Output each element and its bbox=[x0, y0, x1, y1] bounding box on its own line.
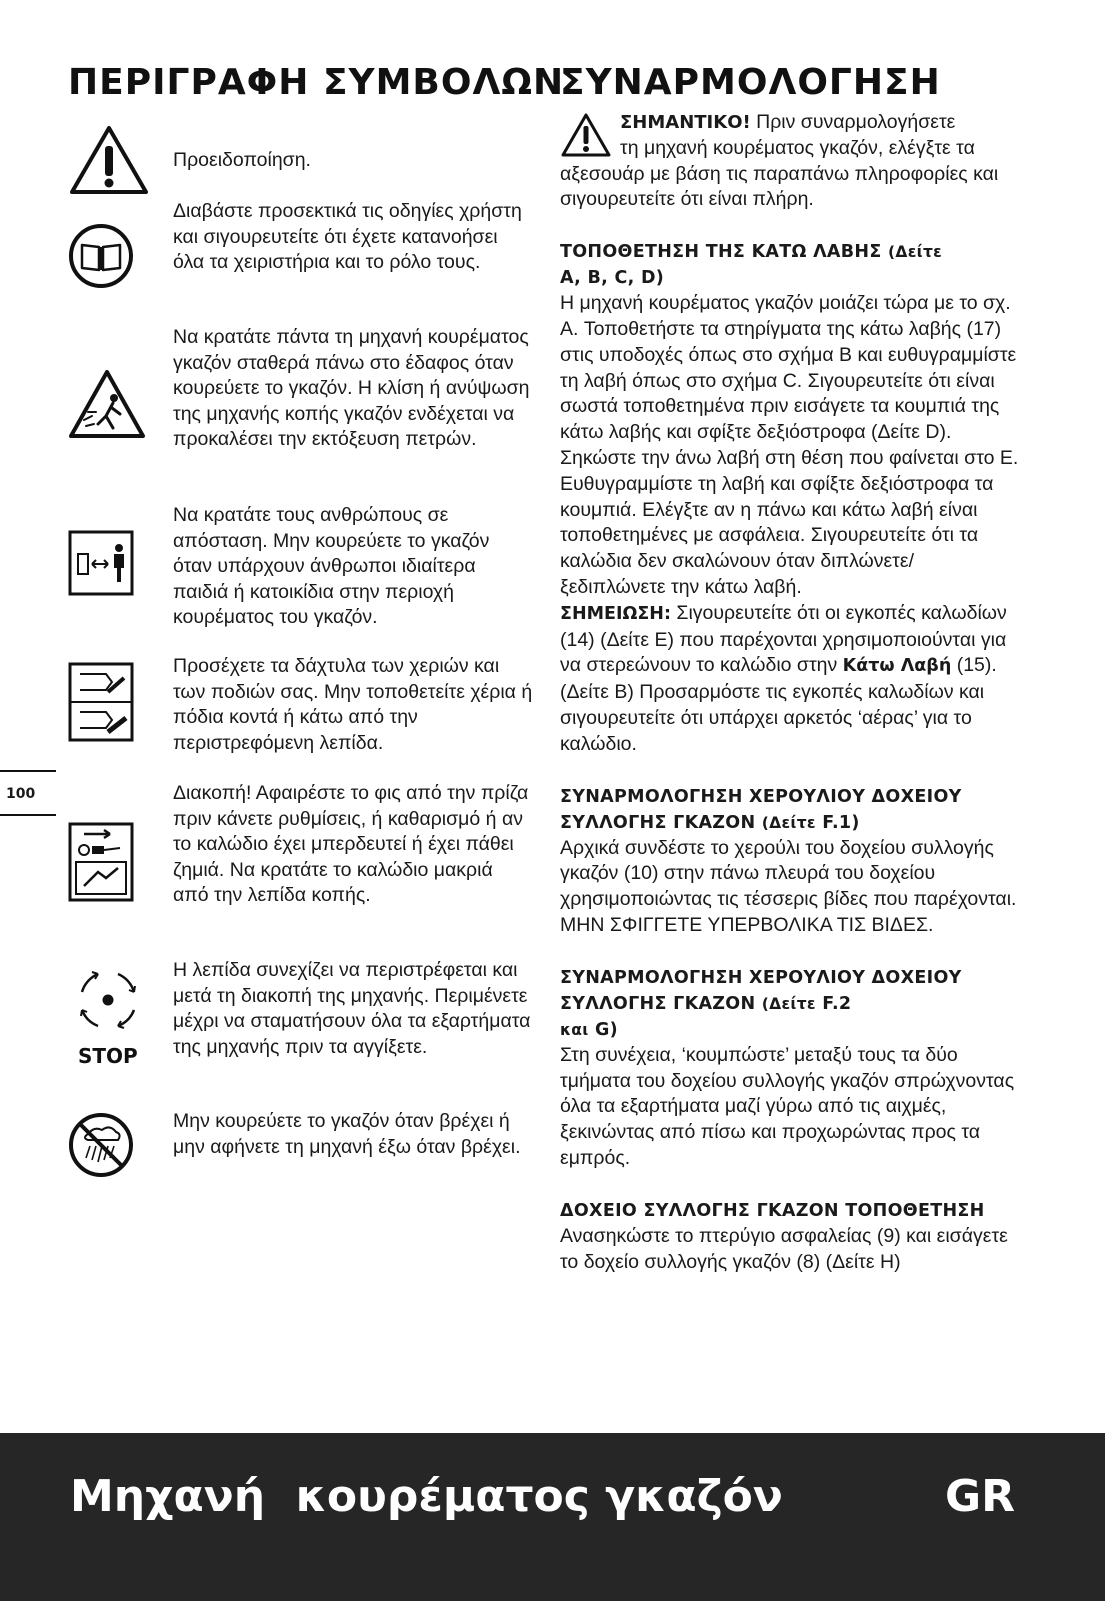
symbols-title: ΠΕΡΙΓΡΑΦΗ ΣΥΜΒΟΛΩΝ bbox=[68, 62, 565, 103]
section-body-fitting: Ανασηκώστε το πτερύγιο ασφαλείας (9) και εισάγετε το δοχείο συλλογής γκαζόν (8) (Δείτε H) bbox=[560, 1224, 1008, 1273]
section-heading-fitting: ΔΟΧΕΙΟ ΣΥΛΛΟΓΗΣ ΓΚΑΖΟΝ ΤΟΠΟΘΕΤΗΣΗ bbox=[560, 1200, 985, 1221]
page-tab bbox=[0, 770, 56, 816]
important-line1: Πριν συναρμολογήσετε bbox=[750, 111, 956, 133]
assembly-title: ΣΥΝΑΡΜΟΛΟΓΗΣΗ bbox=[560, 62, 941, 103]
symbol-text-keep-distance: Να κρατάτε τους ανθρώπους σε απόσταση. Μην κουρεύετε το γκαζόν όταν υπάρχουν άνθρωποι ιδιαίτερα παιδιά ή κατοικίδια στην περιοχή κουρέματος του γκαζόν. bbox=[173, 504, 490, 629]
read-manual-icon bbox=[68, 223, 134, 289]
symbol-text-read-manual: Διαβάστε προσεκτικά τις οδηγίες χρήστη και σιγουρευτείτε ότι έχετε κατανοήσει όλα τα χειριστήρια και το ρόλο τους. bbox=[173, 200, 522, 274]
section-heading-handle-f1: ΣΥΝΑΡΜΟΛΟΓΗΣΗ ΧΕΡΟΥΛΙΟΥ ΔΟΧΕΙΟΥ ΣΥΛΛΟΓΗΣ ΓΚΑΖΟΝ (Δείτε F.1) bbox=[560, 786, 962, 833]
symbol-text-hand-foot: Προσέχετε τα δάχτυλα των χεριών και των ποδιών σας. Μην τοποθετείτε χέρια ή πόδια κοντά ή κάτω από την περιστρεφόμενη λεπίδα. bbox=[173, 655, 533, 754]
important-label: ΣΗΜΑΝΤΙΚΟ! bbox=[620, 112, 751, 133]
symbol-text-thrown-stones: Να κρατάτε πάντα τη μηχανή κουρέματος γκαζόν σταθερά πάνω στο έδαφος όταν κουρεύετε το γκαζόν. Η κλίση ή ανύψωση της μηχανής κοπής γκαζόν ενδέχεται να προκαλέσει την εκτόξευση πετρών. bbox=[173, 326, 530, 451]
footer-bar bbox=[0, 1433, 1105, 1601]
unplug-icon bbox=[68, 822, 134, 902]
page-number: 100 bbox=[6, 786, 36, 802]
stop-label: STOP bbox=[78, 1044, 138, 1068]
thrown-stones-icon bbox=[68, 368, 146, 440]
section-heading-handle-f2: ΣΥΝΑΡΜΟΛΟΓΗΣΗ ΧΕΡΟΥΛΙΟΥ ΔΟΧΕΙΟΥ ΣΥΛΛΟΓΗΣ ΓΚΑΖΟΝ (Δείτε F.2 και G) bbox=[560, 967, 962, 1040]
symbol-text-blade-stop: Η λεπίδα συνεχίζει να περιστρέφεται και μετά τη διακοπή της μηχανής. Περιμένετε μέχρι να σταματήσουν όλα τα εξαρτήματα της μηχανής πριν τα αγγίξετε. bbox=[173, 959, 531, 1058]
no-rain-icon bbox=[68, 1112, 134, 1178]
important-rest: αξεσουάρ με βάση τις παραπάνω πληροφορίες και σιγουρευτείτε ότι είναι πλήρη. bbox=[560, 162, 999, 211]
section-body-lower-handle: Η μηχανή κουρέματος γκαζόν μοιάζει τώρα με το σχ. A. Τοποθετήστε τα στηρίγματα της κάτω λαβής (17) στις υποδοχές όπως στο σχήμα B και ευθυγραμμίστε τη λαβή όπως στο σχήμα C. Σιγουρευτείτε ότι είναι σωστά τοποθετημένα πριν εισάγετε τα κουμπιά της κάτω λαβής και σφίξτε δεξιόστροφα (Δείτε D). Σηκώστε την άνω λαβή στη θέση που φαίνεται στο E. Ευθυγραμμίστε τη λαβή και σφίξτε δεξιόστροφα τα κουμπιά. Ελέγξτε αν η πάνω και κάτω λαβή είναι τοποθετημένες με ασφάλεια. Σιγουρευτείτε ότι τα καλώδια δεν σκαλώνουν όταν διπλώνετε/ ξεδιπλώνετε την κάτω λαβή. bbox=[560, 292, 1019, 598]
hand-foot-blade-icon bbox=[68, 662, 134, 742]
important-line2: τη μηχανή κουρέματος γκαζόν, ελέγξτε τα bbox=[620, 136, 975, 159]
section-heading-lower-handle: ΤΟΠΟΘΕΤΗΣΗ ΤΗΣ ΚΑΤΩ ΛΑΒΗΣ (Δείτε A, B, C, D) bbox=[560, 242, 943, 289]
warning-triangle-icon bbox=[560, 112, 612, 158]
symbol-text-no-rain: Μην κουρεύετε το γκαζόν όταν βρέχει ή μην αφήνετε τη μηχανή έξω όταν βρέχει. bbox=[173, 1110, 521, 1158]
section-body-handle-f1: Αρχικά συνδέστε το χερούλι του δοχείου συλλογής γκαζόν (10) στην πάνω πλευρά του δοχείου χρησιμοποιώντας τις τέσσερις βίδες που παρέχονται. bbox=[560, 836, 1017, 911]
assembly-content bbox=[560, 110, 1020, 1275]
keep-distance-icon bbox=[68, 530, 134, 596]
section-body-handle-f2: Στη συνέχεια, ‘κουμπώστε’ μεταξύ τους τα δύο τμήματα του δοχείου συλλογής γκαζόν σπρώχνοντας όλα τα εξαρτήματα μαζί γύρω από τις αιχμές, ξεκινώντας από πίσω και προχωρώντας προς τα εμπρός. bbox=[560, 1043, 1015, 1169]
language-code: GR bbox=[945, 1471, 1015, 1522]
footer-title: Μηχανή κουρέματος γκαζόν bbox=[70, 1471, 783, 1522]
symbol-text-warning: Προειδοποίηση. bbox=[173, 149, 311, 171]
rotating-blade-stop-icon bbox=[68, 962, 146, 1038]
symbol-text-unplug: Διακοπή! Αφαιρέστε το φις από την πρίζα πριν κάνετε ρυθμίσεις, ή καθαρισμό ή αν το καλώδιο έχει μπερδευτεί ή έχει πάθει ζημιά. Να κρατάτε το καλώδιο μακριά από την λεπίδα κοπής. bbox=[173, 782, 529, 907]
warning-triangle-icon bbox=[68, 124, 150, 196]
section-note-lower-handle: ΣΗΜΕΙΩΣΗ: Σιγουρευτείτε ότι οι εγκοπές καλωδίων (14) (Δείτε E) που παρέχονται χρησιμοποιούνται για να στερεώνουν το καλώδιο στην Κάτω Λαβή (15). (Δείτε B) Προσαρμόστε τις εγκοπές καλωδίων και σιγουρευτείτε ότι υπάρχει αρκετός ‘αέρας’ για το καλώδιο. bbox=[560, 601, 1007, 755]
section-warning-screws: ΜΗΝ ΣΦΙΓΓΕΤΕ ΥΠΕΡΒΟΛΙΚΑ ΤΙΣ ΒΙΔΕΣ. bbox=[560, 913, 934, 936]
important-note bbox=[560, 110, 1020, 213]
